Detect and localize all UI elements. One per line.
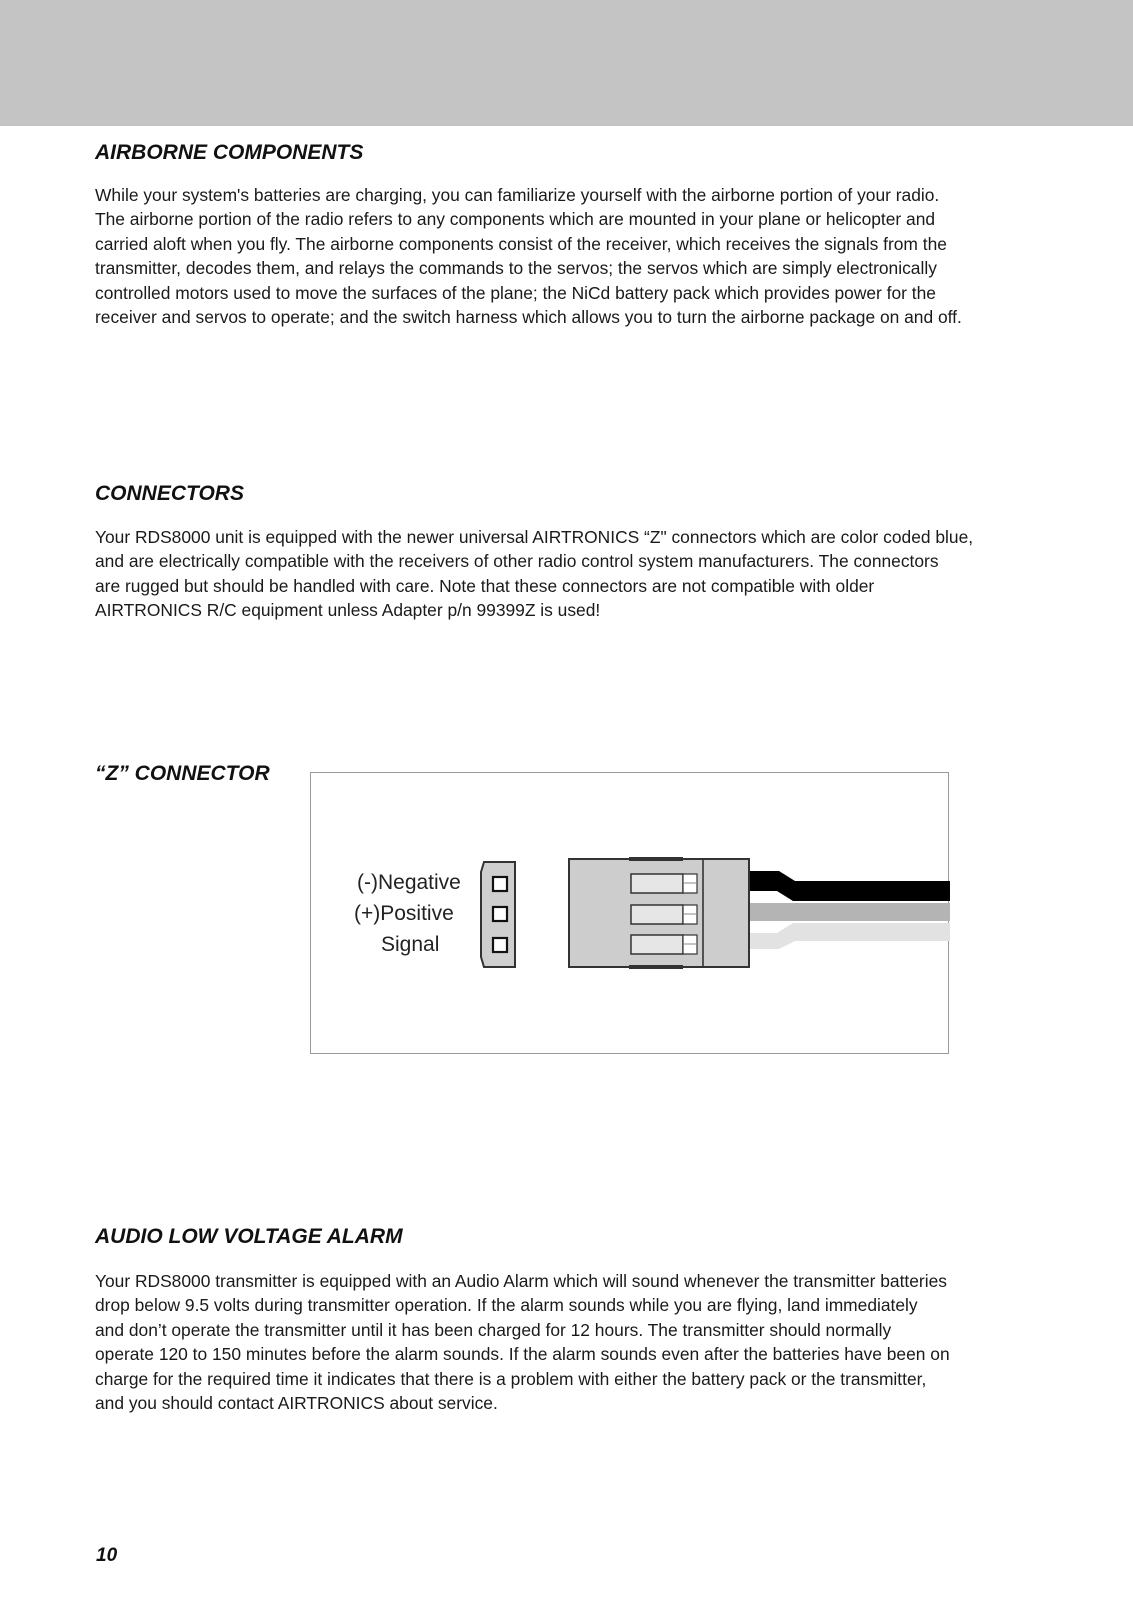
audio-alarm-heading: AUDIO LOW VOLTAGE ALARM bbox=[95, 1225, 403, 1248]
page-number: 10 bbox=[96, 1545, 118, 1566]
terminal-slot bbox=[631, 935, 697, 954]
paragraph-line: and are electrically compatible with the receivers of other radio control system manufacturers. The connectors bbox=[95, 551, 939, 572]
paragraph-line: AIRTRONICS R/C equipment unless Adapter p/n 99399Z is used! bbox=[95, 600, 601, 621]
negative-pin-socket bbox=[493, 877, 507, 891]
airborne-components-heading: AIRBORNE COMPONENTS bbox=[95, 141, 364, 164]
paragraph-line: While your system's batteries are charging, you can familiarize yourself with the airborne portion of your radio. bbox=[95, 185, 940, 205]
paragraph-line: carried aloft when you fly. The airborne components consist of the receiver, which receives the signals from the bbox=[95, 233, 947, 254]
paragraph-line: receiver and servos to operate; and the switch harness which allows you to turn the airborne package on and off. bbox=[95, 307, 962, 328]
paragraph-line: drop below 9.5 volts during transmitter operation. If the alarm sounds while you are flying, land immediately bbox=[95, 1295, 918, 1316]
z-connector-heading: “Z” CONNECTOR bbox=[95, 762, 270, 785]
paragraph-line: Your RDS8000 transmitter is equipped with an Audio Alarm which will sound whenever the transmitter batteries bbox=[95, 1271, 947, 1291]
positive-wire bbox=[749, 903, 950, 921]
paragraph-line: and you should contact AIRTRONICS about service. bbox=[95, 1393, 498, 1414]
connectors-heading: CONNECTORS bbox=[95, 482, 244, 505]
connectors-paragraph bbox=[95, 525, 1075, 623]
paragraph-line: transmitter, decodes them, and relays the commands to the servos; the servos which are simply electronically bbox=[95, 258, 937, 279]
paragraph-line: charge for the required time it indicates that there is a problem with either the battery pack or the transmitter, bbox=[95, 1368, 927, 1389]
negative-pin-label: (-)Negative bbox=[357, 871, 461, 894]
top-header-band bbox=[0, 0, 1133, 126]
negative-wire bbox=[749, 871, 950, 901]
positive-pin-socket bbox=[493, 907, 507, 921]
z-connector-figure bbox=[310, 772, 949, 1054]
paragraph-line: The airborne portion of the radio refers to any components which are mounted in your plane or helicopter and bbox=[95, 209, 936, 230]
paragraph-line: Your RDS8000 unit is equipped with the newer universal AIRTRONICS “Z" connectors which are color coded blue, bbox=[95, 527, 974, 547]
terminal-slot bbox=[631, 874, 697, 893]
signal-pin-socket bbox=[493, 938, 507, 952]
paragraph-line: controlled motors used to move the surfaces of the plane; the NiCd battery pack which provides power for the bbox=[95, 282, 936, 303]
airborne-components-paragraph bbox=[95, 183, 1075, 329]
signal-pin-label: Signal bbox=[381, 933, 440, 956]
paragraph-line: and don’t operate the transmitter until it has been charged for 12 hours. The transmitter should normally bbox=[95, 1319, 892, 1340]
paragraph-line: are rugged but should be handled with care. Note that these connectors are not compatible with older bbox=[95, 575, 875, 596]
terminal-slot bbox=[631, 905, 697, 924]
paragraph-line: operate 120 to 150 minutes before the alarm sounds. If the alarm sounds even after the batteries have been on bbox=[95, 1344, 950, 1365]
signal-wire bbox=[749, 923, 950, 949]
positive-pin-label: (+)Positive bbox=[354, 902, 454, 925]
audio-alarm-paragraph bbox=[95, 1269, 1075, 1415]
